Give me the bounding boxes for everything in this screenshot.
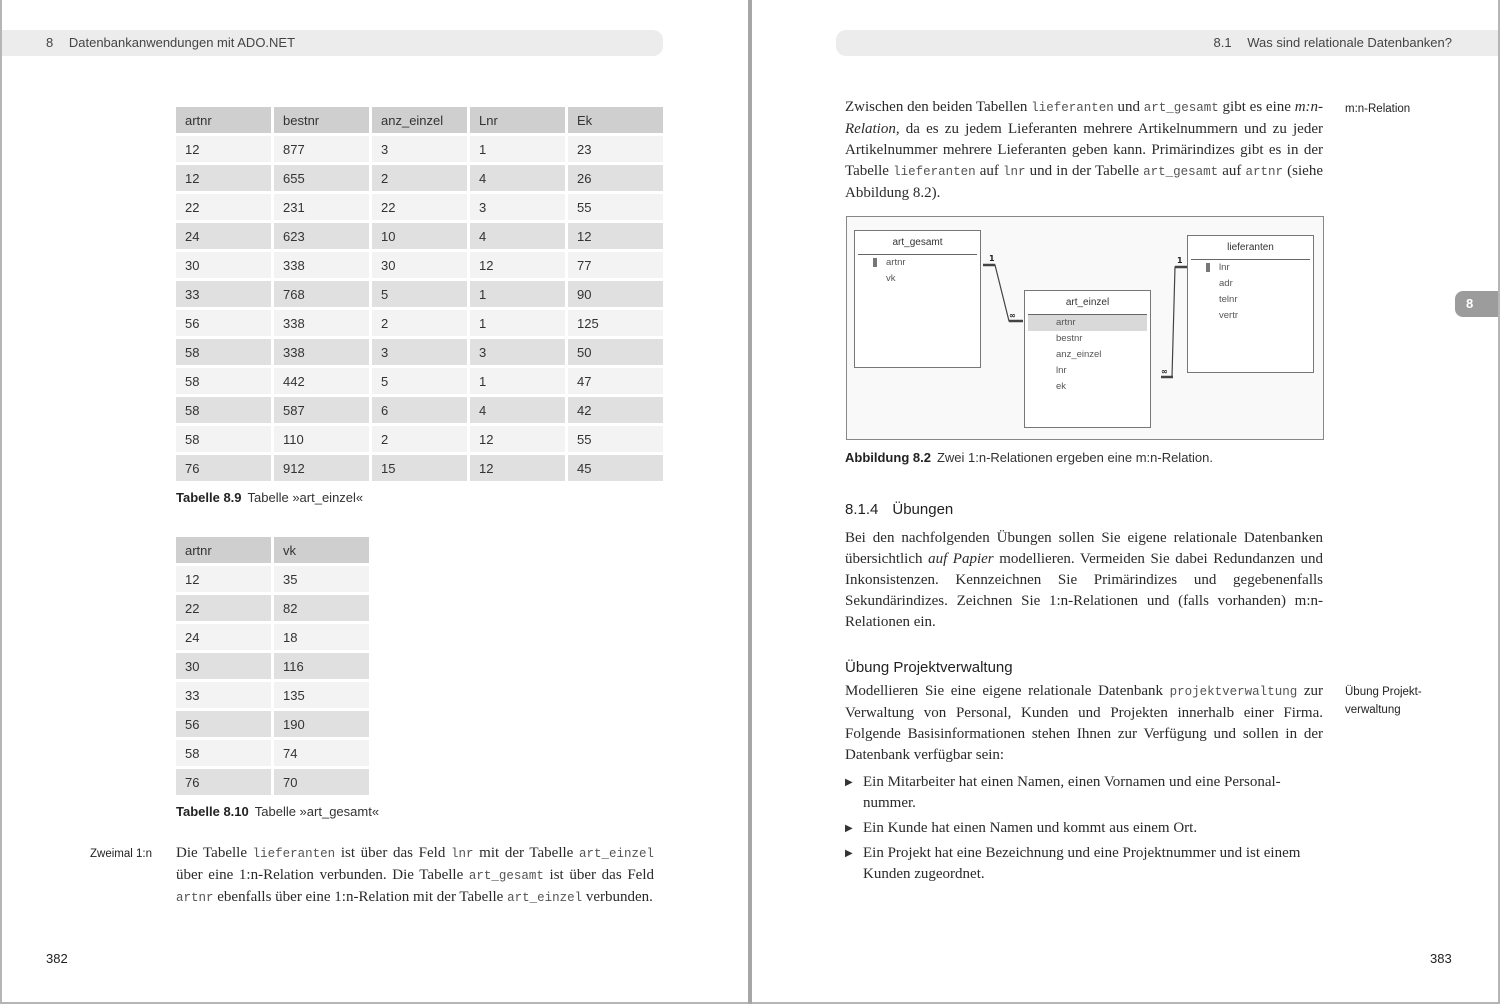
table-cell: 1 [470,368,565,394]
caption-label: Abbildung 8.2 [845,450,931,465]
field-name: artnr [886,257,906,268]
field-name: lnr [1219,262,1230,273]
code-lnr: lnr [451,847,474,861]
chapter-title: Datenbankanwendungen mit ADO.NET [68,35,296,50]
text: ebenfalls über eine 1:n-Relation mit der Tabelle [213,889,508,905]
table-row [176,595,369,621]
table-cell: 33 [176,682,271,708]
table-cell: 24 [176,223,271,249]
body-paragraph-exercises [845,528,1323,633]
table-cell: 55 [568,194,663,220]
entity-field-key [855,255,980,271]
table-cell: 116 [274,653,369,679]
table-cell: 12 [568,223,663,249]
list-item [845,772,1323,814]
text: modellieren. Vermeiden Sie dabei Redundanzen und Inkonsistenzen. Kennzeichnen Sie Primärindizes und gegebenenfalls Sekundärindizes. Zeichnen Sie 1:n-Relationen und (falls vorhanden) m:n-Relationen ein. [845,551,1323,630]
entity-field: adr [1219,278,1233,289]
table-cell: 58 [176,426,271,452]
text: Zwischen den beiden Tabellen [845,99,1032,115]
table-row [176,653,369,679]
table-cell: 26 [568,165,663,191]
subheading-projektverwaltung: Übung Projektverwaltung [845,659,1013,676]
table-cell: 74 [274,740,369,766]
one-label: 1 [1177,256,1183,265]
body-paragraph-mn-relation [845,97,1323,204]
table-cell: 5 [372,368,467,394]
table-cell: 12 [176,566,271,592]
table-row [176,711,369,737]
table-row [176,566,369,592]
code-artnr: artnr [176,891,214,905]
triangle-right-icon: ▶ [845,777,853,788]
table-cell: 231 [274,194,369,220]
table-cell: 77 [568,252,663,278]
code-projektverwaltung: projektverwaltung [1169,685,1298,699]
table-cell: 2 [372,310,467,336]
list-item [845,818,1323,839]
table-row [176,455,663,481]
table-cell: 3 [372,339,467,365]
table-cell: 12 [176,136,271,162]
entity-field-selected: artnr [1028,315,1147,331]
table-cell: 30 [176,653,271,679]
table-cell: 655 [274,165,369,191]
relationship-diagram [846,216,1324,440]
table-cell: 33 [176,281,271,307]
caption-text: Tabelle »art_einzel« [247,490,364,505]
entity-title: art_einzel [1028,291,1147,315]
caption-text: Tabelle »art_gesamt« [254,804,380,819]
table-cell: 110 [274,426,369,452]
emphasis-mn-relation: m:n-Relation [845,99,1324,137]
list-item-text: Ein Projekt hat eine Bezeichnung und eine Projektnummer und ist einem Kunden zugeordnet. [863,845,1301,882]
text: ist über das Feld [543,867,654,883]
entity-field-key [1188,260,1313,276]
table-cell: 82 [274,595,369,621]
code-art-gesamt: art_gesamt [1143,101,1219,115]
text: Bei den nachfolgenden Übungen sollen Sie eigene relationale Datenbanken übersichtlich [845,530,1323,567]
table-cell: 5 [372,281,467,307]
table-cell: 35 [274,566,369,592]
table-header-row [176,107,663,133]
section-number: 8.1 [1213,35,1232,50]
text: gibt es eine [1218,99,1295,115]
table-cell: 50 [568,339,663,365]
chapter-number: 8 [46,35,54,50]
code-art-einzel: art_einzel [579,847,655,861]
text: und in der Tabelle [1025,163,1144,179]
table-cell: 10 [372,223,467,249]
table-cell: 623 [274,223,369,249]
text: Modellieren Sie eine eigene relationale Datenbank [845,683,1170,699]
table-cell: 12 [470,426,565,452]
table-cell: 12 [470,252,565,278]
table-row [176,223,663,249]
table-row [176,165,663,191]
many-label: ∞ [1161,367,1168,376]
table-cell: 22 [176,194,271,220]
text: (siehe Abbildung 8.2). [845,163,1323,201]
column-header: Lnr [470,107,565,133]
entity-field: bestnr [1056,333,1083,344]
code-lieferanten: lieferanten [893,165,976,179]
section-heading-title: Übungen [892,501,954,518]
table-cell: 3 [470,194,565,220]
right-page [752,0,1498,1002]
table-cell: 90 [568,281,663,307]
page-number-right: 383 [1430,951,1452,966]
table-cell: 3 [470,339,565,365]
text: und [1113,99,1144,115]
entity-field: lnr [1056,365,1067,376]
table-cell: 338 [274,339,369,365]
table-cell: 2 [372,426,467,452]
caption-text: Zwei 1:n-Relationen ergeben eine m:n-Relation. [936,450,1213,465]
table-row [176,397,663,423]
body-paragraph-projektverwaltung [845,681,1323,766]
triangle-right-icon: ▶ [845,848,853,859]
body-paragraph-relations [176,843,654,909]
table-cell: 1 [470,310,565,336]
section-heading-number: 8.1.4 [845,501,879,518]
table-cell: 338 [274,252,369,278]
running-header-right [836,30,1498,56]
code-lieferanten: lieferanten [252,847,336,861]
running-header-left [2,30,663,56]
table-cell: 56 [176,711,271,737]
table-caption-8-9 [176,490,363,505]
text: zur Verwaltung von Personal, Kunden und Projekten innerhalb einer Firma. Folgende Basisinformationen stehen Ihnen zur Verfügung und sollen in der Datenbank verfügbar sein: [845,683,1323,763]
table-cell: 55 [568,426,663,452]
column-header: artnr [176,537,271,563]
table-row [176,281,663,307]
table-cell: 6 [372,397,467,423]
table-cell: 912 [274,455,369,481]
one-label: 1 [989,254,995,263]
entity-lieferanten [1187,235,1314,373]
table-cell: 70 [274,769,369,795]
table-cell: 22 [372,194,467,220]
chapter-thumb-tab[interactable]: 8 [1455,291,1498,317]
table-cell: 4 [470,165,565,191]
table-cell: 877 [274,136,369,162]
margin-note-zweimal: Zweimal 1:n [90,848,152,860]
table-caption-8-10 [176,804,379,819]
table-cell: 4 [470,223,565,249]
table-cell: 12 [176,165,271,191]
table-cell: 125 [568,310,663,336]
table-header-row [176,537,369,563]
table-cell: 47 [568,368,663,394]
table-row [176,740,369,766]
table-cell: 76 [176,455,271,481]
text: über eine 1:n-Relation verbunden. Die Tabelle [176,867,469,883]
list-item [845,843,1323,885]
column-header: artnr [176,107,271,133]
table-cell: 18 [274,624,369,650]
table-row [176,682,369,708]
list-item-text: Ein Kunde hat einen Namen und kommt aus einem Ort. [863,820,1198,836]
entity-art-gesamt [854,230,981,368]
entity-field: telnr [1219,294,1238,305]
table-cell: 58 [176,368,271,394]
code-art-gesamt: art_gesamt [1143,165,1219,179]
text: , da es zu jedem Lieferanten mehrere Artikelnummern und zu jeder Artikelnummer mehrere Lieferanten geben kann. Primärindizes gibt es in der Tabelle [845,121,1323,179]
table-cell: 442 [274,368,369,394]
entity-title: lieferanten [1191,236,1310,260]
table-row [176,194,663,220]
entity-art-einzel [1024,290,1151,428]
table-row [176,769,369,795]
entity-field: anz_einzel [1056,349,1102,360]
table-cell: 2 [372,165,467,191]
table-cell: 1 [470,281,565,307]
table-cell: 22 [176,595,271,621]
table-art-einzel [173,104,666,484]
entity-title: art_gesamt [858,231,977,255]
table-cell: 30 [372,252,467,278]
table-cell: 12 [470,455,565,481]
table-cell: 23 [568,136,663,162]
table-cell: 30 [176,252,271,278]
table-cell: 58 [176,740,271,766]
text: auf [1218,163,1246,179]
margin-note-mn-relation: m:n-Relation [1345,103,1411,115]
left-page [2,0,748,1002]
table-row [176,310,663,336]
code-lieferanten: lieferanten [1031,101,1114,115]
key-icon [873,258,877,267]
table-cell: 3 [372,136,467,162]
table-row [176,624,369,650]
table-cell: 45 [568,455,663,481]
table-cell: 768 [274,281,369,307]
table-row [176,426,663,452]
column-header: vk [274,537,369,563]
table-cell: 58 [176,339,271,365]
text: Die Tabelle [176,845,253,861]
table-cell: 1 [470,136,565,162]
bullet-list [845,772,1323,889]
table-row [176,339,663,365]
table-cell: 76 [176,769,271,795]
table-cell: 190 [274,711,369,737]
table-cell: 135 [274,682,369,708]
caption-label: Tabelle 8.10 [176,804,249,819]
table-cell: 587 [274,397,369,423]
entity-field: vk [886,273,896,284]
many-label: ∞ [1009,311,1016,320]
column-header: Ek [568,107,663,133]
text: mit der Tabelle [473,845,579,861]
code-lnr: lnr [1002,165,1026,179]
page-number-left: 382 [46,951,68,966]
entity-field: vertr [1219,310,1238,321]
margin-note-exercise: Übung Projekt-verwaltung [1345,686,1422,716]
table-cell: 24 [176,624,271,650]
text: auf [975,163,1003,179]
code-art-gesamt: art_gesamt [468,869,544,883]
text: ist über das Feld [335,845,451,861]
table-cell: 58 [176,397,271,423]
table-row [176,368,663,394]
table-art-gesamt [173,534,372,798]
list-item-text: Ein Mitarbeiter hat einen Namen, einen Vornamen und eine Personal-nummer. [863,774,1281,811]
table-cell: 42 [568,397,663,423]
entity-field: ek [1056,381,1067,392]
code-artnr: artnr [1245,165,1284,179]
text: verbunden. [582,889,653,905]
table-cell: 4 [470,397,565,423]
table-row [176,252,663,278]
table-cell: 15 [372,455,467,481]
table-cell: 56 [176,310,271,336]
table-row [176,136,663,162]
code-art-einzel: art_einzel [507,891,583,905]
section-title: Was sind relationale Datenbanken? [1247,35,1452,50]
triangle-right-icon: ▶ [845,823,853,834]
figure-caption-8-2 [845,450,1213,465]
section-heading [845,501,953,518]
key-icon [1206,263,1210,272]
column-header: anz_einzel [372,107,467,133]
column-header: bestnr [274,107,369,133]
emphasis-auf-papier: auf Papier [928,551,994,567]
caption-label: Tabelle 8.9 [176,490,242,505]
table-cell: 338 [274,310,369,336]
